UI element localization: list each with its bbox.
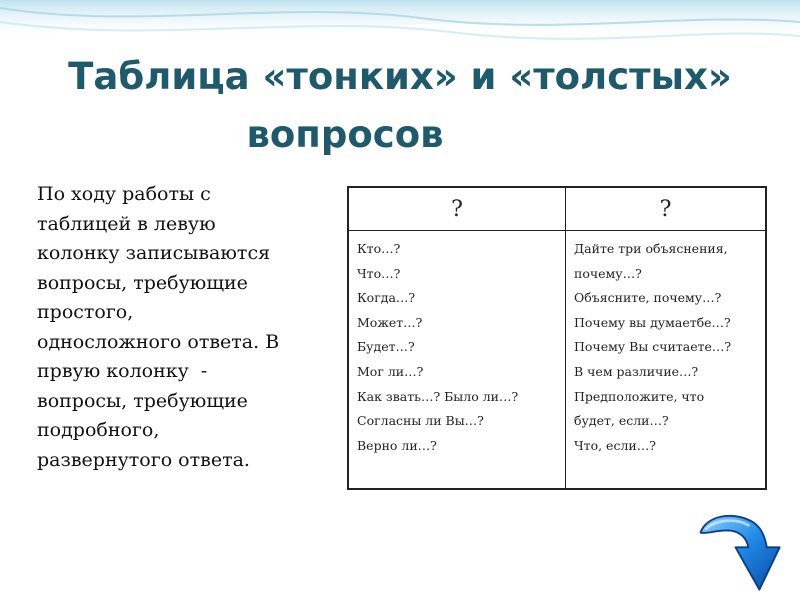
thick-question-item: В чем различие…?: [574, 363, 699, 379]
questions-table: [347, 186, 767, 490]
thick-question-item: Почему вы думаетбе…?: [574, 314, 731, 330]
description-line: таблицей в левую: [37, 212, 216, 235]
description-line: подробного,: [37, 419, 160, 441]
description-text: [37, 180, 337, 475]
description-line: колонку записываются: [37, 242, 271, 264]
description-line: простого,: [37, 301, 134, 323]
description-line: односложного ответа. В: [37, 330, 280, 353]
thin-question-item: Когда…?: [357, 290, 416, 306]
thick-questions-header: ?: [566, 187, 767, 231]
table-header-row: [348, 187, 766, 231]
thick-question-item: будет, если…?: [574, 413, 669, 429]
thin-question-item: Что…?: [357, 265, 401, 281]
thin-question-item: Мог ли…?: [357, 363, 424, 379]
thin-question-item: Согласны ли Вы…?: [357, 413, 484, 429]
description-line: првую колонку -: [37, 360, 208, 382]
thin-question-item: Кто…?: [357, 241, 401, 256]
thick-question-item: Предположите, что: [574, 388, 705, 404]
thick-question-item: Что, если…?: [574, 437, 656, 453]
description-line: вопросы, требующие: [37, 389, 248, 412]
thin-question-item: Верно ли…?: [357, 437, 437, 453]
thick-question-item: Объясните, почему…?: [574, 290, 722, 306]
description-line: По ходу работы с: [37, 183, 211, 205]
thin-questions-cell: [348, 231, 566, 490]
thin-question-item: Будет…?: [357, 339, 415, 355]
thin-question-item: Как звать…? Было ли…?: [357, 388, 519, 404]
table-row: [348, 231, 766, 490]
curved-arrow-down-right-icon[interactable]: [695, 505, 787, 597]
slide-title-line1: Таблица «тонких» и «толстых»: [68, 55, 732, 98]
thick-question-item: Почему Вы считаете…?: [574, 339, 732, 355]
thin-question-item: Может…?: [357, 314, 423, 330]
slide-title-line2: вопросов: [246, 113, 444, 156]
thick-question-item: Дайте три объяснения,: [574, 241, 728, 256]
thin-questions-header: ?: [348, 187, 566, 231]
thick-questions-cell: [566, 231, 767, 490]
slide-title: [0, 48, 800, 164]
description-line: развернутого ответа.: [37, 448, 250, 471]
description-line: вопросы, требующие: [37, 271, 248, 294]
thick-question-item: почему…?: [574, 265, 642, 281]
